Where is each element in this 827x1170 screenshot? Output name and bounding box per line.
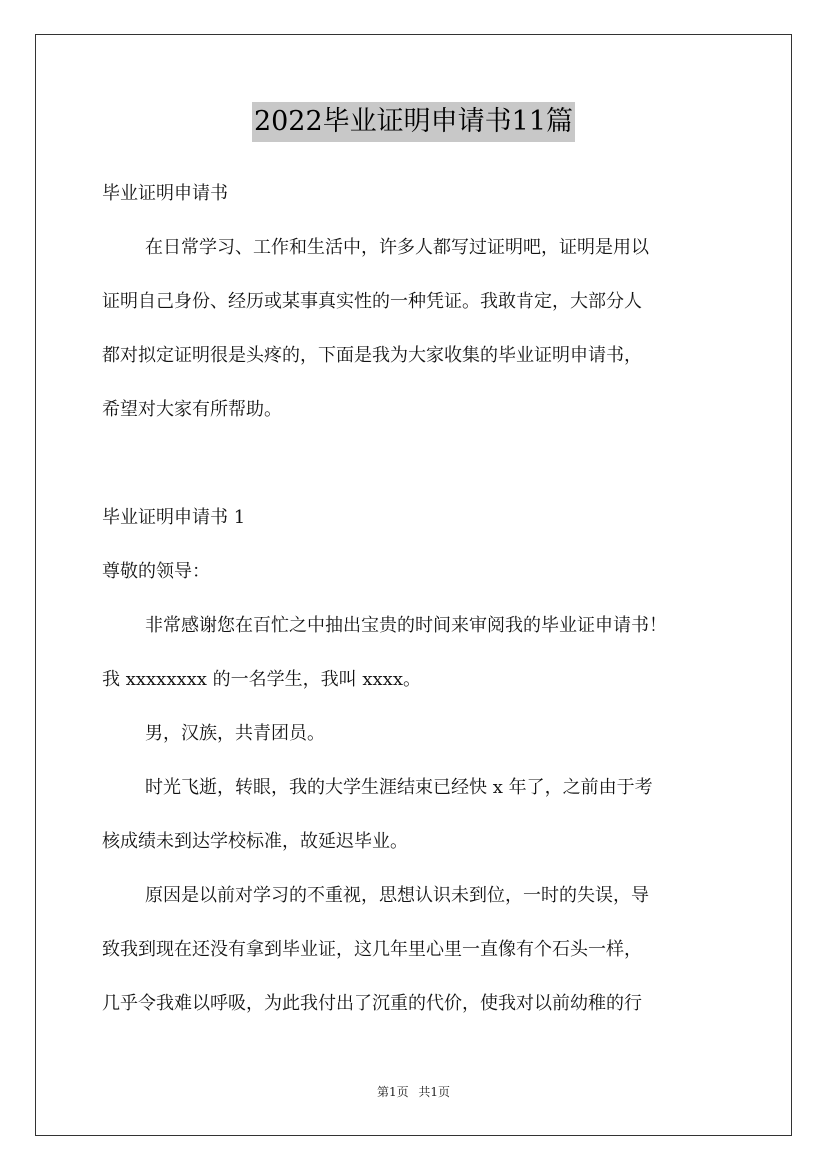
section-heading: 毕业证明申请书 1 bbox=[102, 507, 246, 528]
paragraph-line: 致我到现在还没有拿到毕业证，这几年里心里一直像有个石头一样， bbox=[102, 939, 642, 960]
paragraph-line: 非常感谢您在百忙之中抽出宝贵的时间来审阅我的毕业证申请书！ bbox=[145, 615, 667, 636]
paragraph-line: 希望对大家有所帮助。 bbox=[102, 399, 282, 420]
paragraph-line: 在日常学习、工作和生活中，许多人都写过证明吧，证明是用以 bbox=[145, 237, 649, 258]
document-title: 2022毕业证明申请书11篇 bbox=[252, 102, 575, 142]
paragraph-line: 几乎令我难以呼吸，为此我付出了沉重的代价，使我对以前幼稚的行 bbox=[102, 993, 642, 1014]
page-number: 第1页 bbox=[376, 1085, 409, 1099]
salutation: 尊敬的领导： bbox=[102, 561, 210, 582]
page-footer bbox=[0, 1084, 827, 1100]
paragraph-line: 我 xxxxxxxx 的一名学生，我叫 xxxx。 bbox=[102, 669, 421, 690]
section-heading: 毕业证明申请书 bbox=[102, 183, 228, 204]
paragraph-line: 都对拟定证明很是头疼的，下面是我为大家收集的毕业证明申请书， bbox=[102, 345, 642, 366]
paragraph-line: 男，汉族，共青团员。 bbox=[145, 723, 325, 744]
paragraph-line: 时光飞逝，转眼，我的大学生涯结束已经快 x 年了，之前由于考 bbox=[145, 777, 653, 798]
page-total: 共1页 bbox=[418, 1085, 451, 1099]
paragraph-line: 核成绩未到达学校标准，故延迟毕业。 bbox=[102, 831, 408, 852]
paragraph-line: 证明自己身份、经历或某事真实性的一种凭证。我敢肯定，大部分人 bbox=[102, 291, 642, 312]
paragraph-line: 原因是以前对学习的不重视，思想认识未到位，一时的失误，导 bbox=[145, 885, 649, 906]
title-wrap bbox=[0, 102, 827, 142]
